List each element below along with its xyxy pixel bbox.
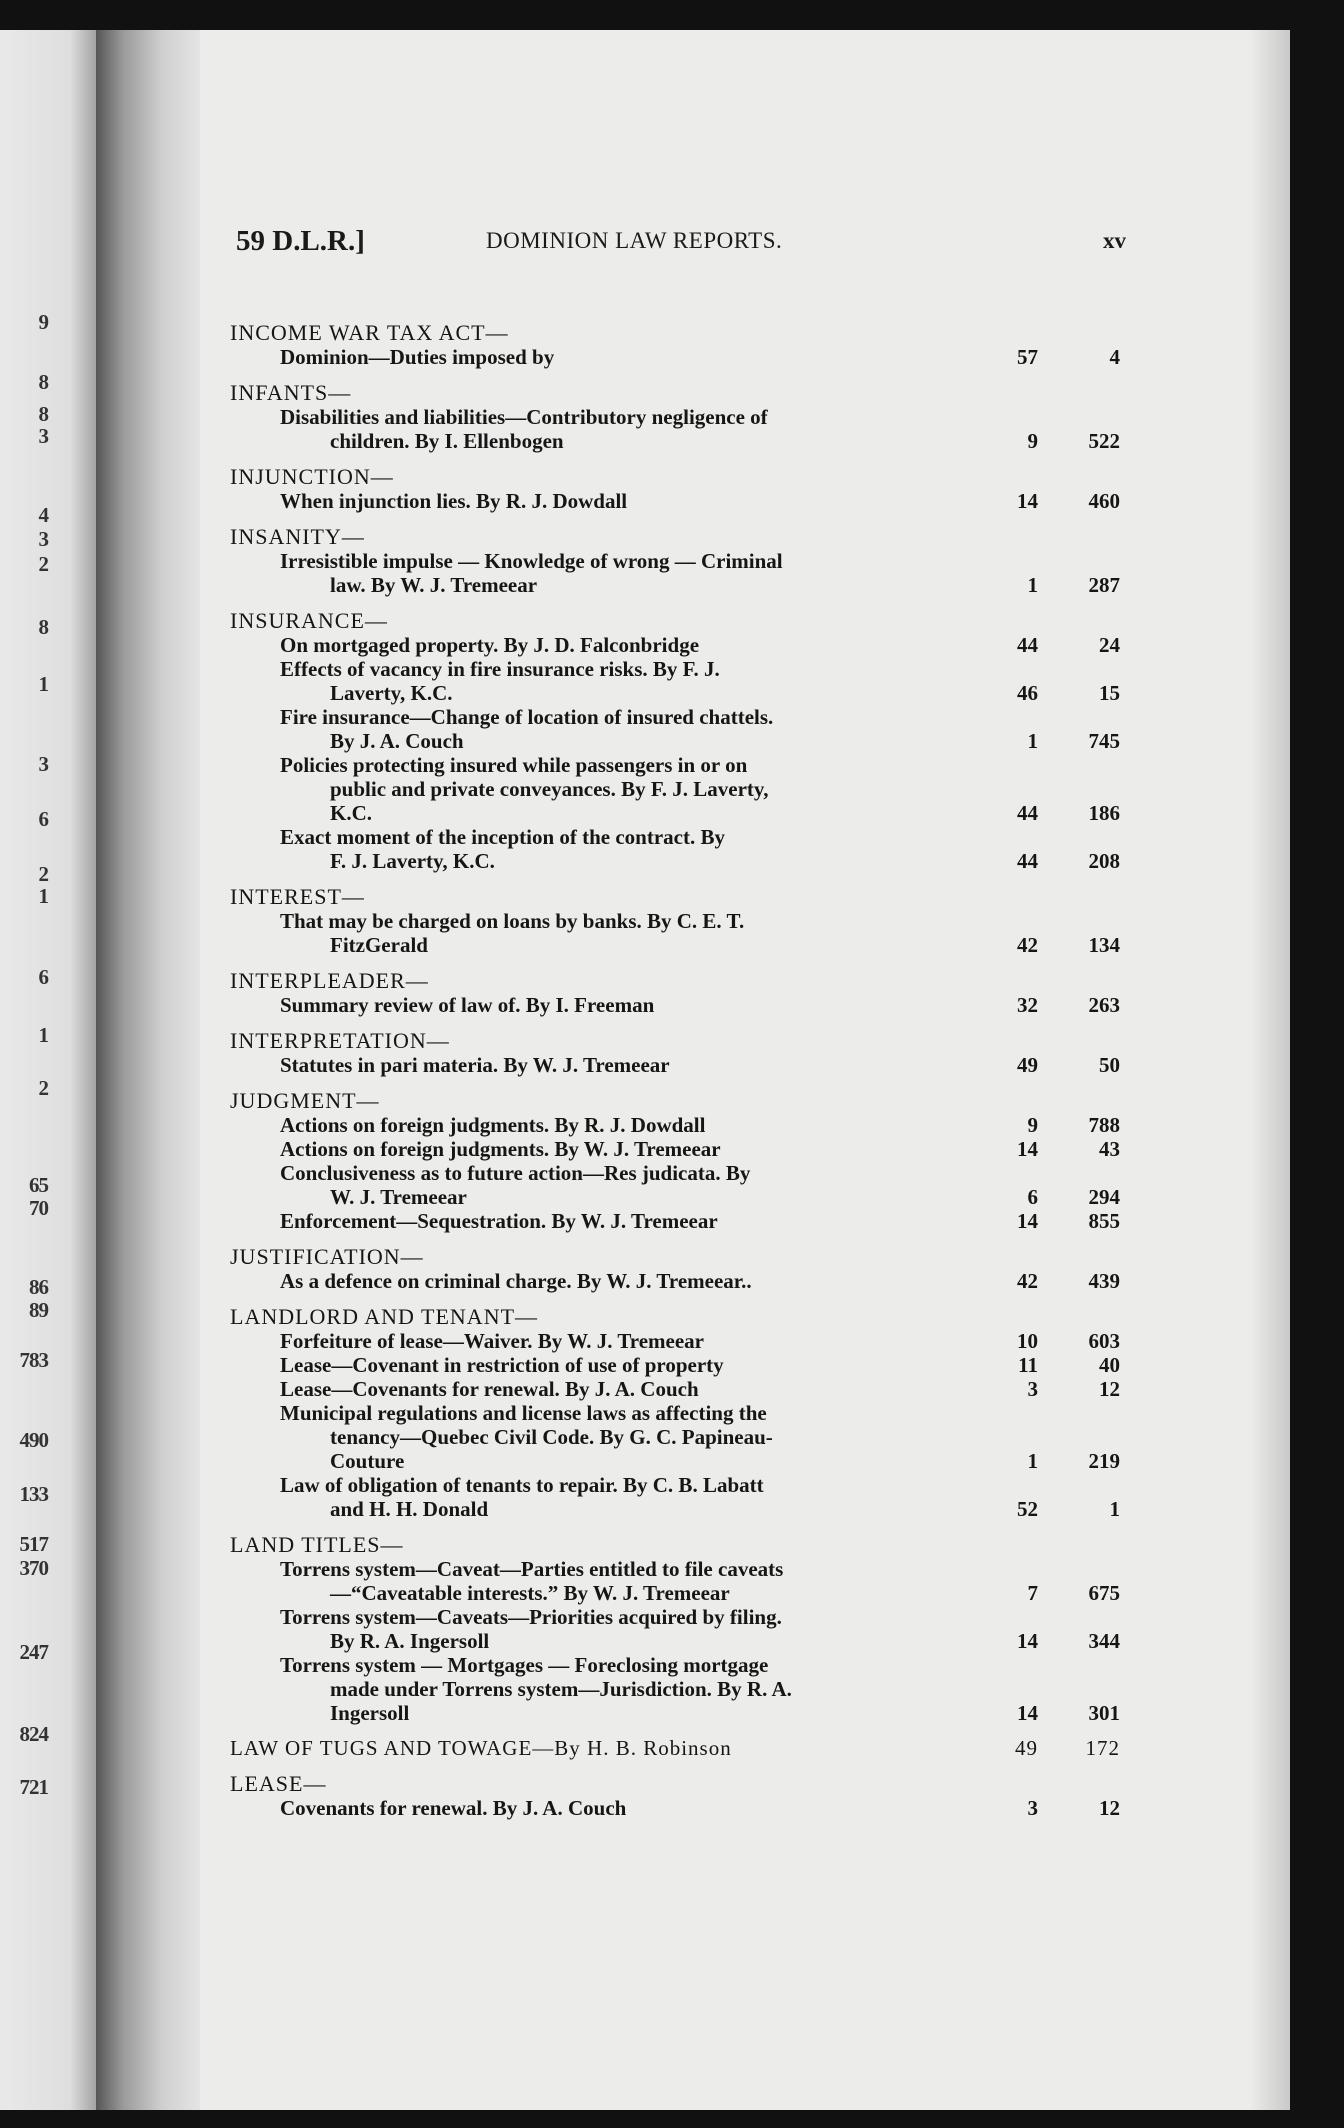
volume-number: 11 bbox=[1018, 1353, 1038, 1377]
page-reference: 219 bbox=[1088, 1449, 1120, 1473]
volume-number: 1 bbox=[1027, 729, 1038, 753]
index-heading: INTERPLEADER— bbox=[230, 968, 429, 993]
volume-reference: 59 D.L.R.] bbox=[236, 225, 365, 257]
entry-line: Conclusiveness as to future action—Res judicata. By bbox=[280, 1161, 751, 1185]
volume-number: 46 bbox=[1017, 681, 1038, 705]
facing-page-number: 517 bbox=[19, 1532, 48, 1556]
volume-number: 6 bbox=[1027, 1185, 1038, 1209]
facing-page-number: 1 bbox=[38, 1023, 48, 1047]
volume-number: 49 bbox=[1017, 1053, 1038, 1077]
entry-description bbox=[230, 549, 968, 597]
page-reference: 522 bbox=[1088, 429, 1120, 453]
page-reference: 4 bbox=[1109, 345, 1120, 369]
entry-line: Exact moment of the inception of the contract. By bbox=[280, 825, 725, 849]
facing-page-number: 4 bbox=[38, 503, 48, 527]
facing-page-number: 1 bbox=[38, 884, 48, 908]
index-entry bbox=[230, 1653, 1120, 1725]
entry-description bbox=[230, 1209, 968, 1233]
entry-line: —“Caveatable interests.” By W. J. Tremeear bbox=[330, 1581, 730, 1605]
entry-line: children. By I. Ellenbogen bbox=[330, 429, 564, 453]
facing-page-number: 370 bbox=[19, 1556, 48, 1580]
page-reference: 172 bbox=[1085, 1736, 1120, 1760]
facing-page-number: 3 bbox=[38, 752, 48, 776]
volume-number: 44 bbox=[1017, 801, 1038, 825]
facing-page-number: 721 bbox=[19, 1775, 48, 1799]
entry-description bbox=[230, 753, 968, 825]
facing-page-number: 86 bbox=[29, 1275, 48, 1299]
page-reference: 1 bbox=[1109, 1497, 1120, 1521]
entry-description bbox=[230, 1113, 968, 1137]
page-reference: 40 bbox=[1099, 1353, 1120, 1377]
index-entry bbox=[230, 1353, 1120, 1377]
facing-page-number: 783 bbox=[19, 1348, 48, 1372]
volume-number: 32 bbox=[1017, 993, 1038, 1017]
entry-description bbox=[230, 489, 968, 513]
facing-page-number: 2 bbox=[38, 862, 48, 886]
index-entry bbox=[230, 1209, 1120, 1233]
volume-number: 3 bbox=[1027, 1796, 1038, 1820]
page-reference: 50 bbox=[1099, 1053, 1120, 1077]
facing-page-number: 247 bbox=[19, 1640, 48, 1664]
index-heading: INFANTS— bbox=[230, 380, 352, 405]
page-number: xv bbox=[1103, 228, 1126, 253]
index-heading-text: LAW OF TUGS AND TOWAGE—By H. B. Robinson bbox=[230, 1736, 732, 1760]
facing-page-number: 9 bbox=[38, 310, 48, 334]
entry-line: Irresistible impulse — Knowledge of wrong — Criminal bbox=[280, 549, 783, 573]
index-entry bbox=[230, 1329, 1120, 1353]
page-reference: 675 bbox=[1088, 1581, 1120, 1605]
index-entry bbox=[230, 1377, 1120, 1401]
page-reference: 12 bbox=[1099, 1377, 1120, 1401]
page-reference: 186 bbox=[1088, 801, 1120, 825]
entry-description bbox=[230, 1401, 968, 1473]
volume-number: 52 bbox=[1017, 1497, 1038, 1521]
entry-line: When injunction lies. By R. J. Dowdall bbox=[280, 489, 628, 513]
entry-line: Lease—Covenant in restriction of use of property bbox=[280, 1353, 724, 1377]
index-heading: LAND TITLES— bbox=[230, 1532, 404, 1557]
facing-page-margin-numbers bbox=[0, 30, 60, 2110]
facing-page-number: 8 bbox=[38, 402, 48, 426]
index-entry bbox=[230, 1137, 1120, 1161]
index-entry bbox=[230, 753, 1120, 825]
subject-index bbox=[230, 320, 1120, 1820]
volume-number: 9 bbox=[1027, 429, 1038, 453]
page-reference: 134 bbox=[1088, 933, 1120, 957]
entry-description bbox=[230, 1377, 968, 1401]
volume-number: 57 bbox=[1017, 345, 1038, 369]
volume-number: 44 bbox=[1017, 849, 1038, 873]
facing-page-number: 8 bbox=[38, 370, 48, 394]
index-entry bbox=[230, 825, 1120, 873]
index-entry bbox=[230, 1796, 1120, 1820]
entry-description bbox=[230, 1557, 968, 1605]
entry-description bbox=[230, 909, 968, 957]
book-gutter bbox=[96, 30, 206, 2110]
entry-line: Effects of vacancy in fire insurance risks. By F. J. bbox=[280, 657, 720, 681]
page-reference: 15 bbox=[1099, 681, 1120, 705]
entry-description bbox=[230, 633, 968, 657]
entry-line: Disabilities and liabilities—Contributory negligence of bbox=[280, 405, 768, 429]
page-reference: 294 bbox=[1088, 1185, 1120, 1209]
page-reference: 460 bbox=[1088, 489, 1120, 513]
facing-page-number: 824 bbox=[19, 1722, 48, 1746]
facing-page-number: 65 bbox=[29, 1173, 48, 1197]
running-header bbox=[236, 225, 1126, 265]
page-reference: 287 bbox=[1088, 573, 1120, 597]
page-reference: 603 bbox=[1088, 1329, 1120, 1353]
page-reference: 43 bbox=[1099, 1137, 1120, 1161]
volume-number: 14 bbox=[1017, 489, 1038, 513]
entry-line: Covenants for renewal. By J. A. Couch bbox=[280, 1796, 627, 1820]
entry-description bbox=[230, 1269, 968, 1293]
volume-number: 9 bbox=[1027, 1113, 1038, 1137]
entry-line: F. J. Laverty, K.C. bbox=[330, 849, 495, 873]
entry-line: and H. H. Donald bbox=[330, 1497, 489, 1521]
entry-line: Municipal regulations and license laws as affecting the bbox=[280, 1401, 767, 1425]
index-entry bbox=[230, 993, 1120, 1017]
index-entry bbox=[230, 1053, 1120, 1077]
entry-line: Fire insurance—Change of location of insured chattels. bbox=[280, 705, 774, 729]
facing-page-number: 1 bbox=[38, 672, 48, 696]
entry-description bbox=[230, 993, 968, 1017]
facing-page-number: 8 bbox=[38, 615, 48, 639]
entry-line: FitzGerald bbox=[330, 933, 428, 957]
facing-page-number: 70 bbox=[29, 1196, 48, 1220]
page-reference: 208 bbox=[1088, 849, 1120, 873]
index-entry bbox=[230, 1161, 1120, 1209]
entry-line: Actions on foreign judgments. By R. J. Dowdall bbox=[280, 1113, 706, 1137]
page-reference: 24 bbox=[1099, 633, 1120, 657]
index-heading: INJUNCTION— bbox=[230, 464, 394, 489]
volume-number: 14 bbox=[1017, 1137, 1038, 1161]
index-heading: LEASE— bbox=[230, 1771, 327, 1796]
facing-page-number: 6 bbox=[38, 965, 48, 989]
entry-line: Enforcement—Sequestration. By W. J. Tremeear bbox=[280, 1209, 718, 1233]
entry-line: public and private conveyances. By F. J. Laverty, bbox=[330, 777, 769, 801]
entry-line: Ingersoll bbox=[330, 1701, 410, 1725]
index-entry bbox=[230, 657, 1120, 705]
facing-page-number: 2 bbox=[38, 552, 48, 576]
index-entry bbox=[230, 1605, 1120, 1653]
volume-number: 14 bbox=[1017, 1701, 1038, 1725]
index-heading: INSANITY— bbox=[230, 524, 365, 549]
volume-number: 7 bbox=[1027, 1581, 1038, 1605]
volume-number: 44 bbox=[1017, 633, 1038, 657]
entry-line: Policies protecting insured while passengers in or on bbox=[280, 753, 748, 777]
entry-description bbox=[230, 1053, 968, 1077]
facing-page-number: 3 bbox=[38, 424, 48, 448]
index-entry bbox=[230, 1401, 1120, 1473]
entry-description bbox=[230, 1605, 968, 1653]
entry-description bbox=[230, 705, 968, 753]
entry-line: By R. A. Ingersoll bbox=[330, 1629, 490, 1653]
page-reference: 855 bbox=[1088, 1209, 1120, 1233]
entry-description bbox=[230, 1161, 968, 1209]
entry-line: By J. A. Couch bbox=[330, 729, 464, 753]
entry-line: Torrens system — Mortgages — Foreclosing mortgage bbox=[280, 1653, 769, 1677]
entry-line: K.C. bbox=[330, 801, 372, 825]
entry-line: Summary review of law of. By I. Freeman bbox=[280, 993, 655, 1017]
entry-description bbox=[230, 1329, 968, 1353]
entry-description bbox=[230, 1353, 968, 1377]
entry-description bbox=[230, 825, 968, 873]
entry-line: Torrens system—Caveats—Priorities acquired by filing. bbox=[280, 1605, 782, 1629]
page-reference: 745 bbox=[1088, 729, 1120, 753]
volume-number: 49 bbox=[1015, 1736, 1038, 1760]
facing-page-edge bbox=[0, 30, 100, 2110]
page-reference: 439 bbox=[1088, 1269, 1120, 1293]
volume-number: 3 bbox=[1027, 1377, 1038, 1401]
entry-description bbox=[230, 1653, 968, 1725]
index-entry bbox=[230, 405, 1120, 453]
entry-line: W. J. Tremeear bbox=[330, 1185, 467, 1209]
page-reference: 301 bbox=[1088, 1701, 1120, 1725]
page-reference: 788 bbox=[1088, 1113, 1120, 1137]
volume-number: 1 bbox=[1027, 1449, 1038, 1473]
entry-line: Law of obligation of tenants to repair. By C. B. Labatt bbox=[280, 1473, 764, 1497]
index-heading: INTERPRETATION— bbox=[230, 1028, 450, 1053]
page-reference: 344 bbox=[1088, 1629, 1120, 1653]
facing-page-number: 133 bbox=[19, 1482, 48, 1506]
entry-line: Actions on foreign judgments. By W. J. Tremeear bbox=[280, 1137, 721, 1161]
entry-description bbox=[230, 657, 968, 705]
entry-line: Forfeiture of lease—Waiver. By W. J. Tremeear bbox=[280, 1329, 704, 1353]
page-reference: 263 bbox=[1088, 993, 1120, 1017]
index-entry bbox=[230, 1473, 1120, 1521]
index-heading: JUDGMENT— bbox=[230, 1088, 380, 1113]
entry-line: That may be charged on loans by banks. By C. E. T. bbox=[280, 909, 745, 933]
index-entry bbox=[230, 1557, 1120, 1605]
index-heading bbox=[230, 1736, 1120, 1760]
index-heading: INTEREST— bbox=[230, 884, 365, 909]
index-heading: INSURANCE— bbox=[230, 608, 388, 633]
entry-line: Couture bbox=[330, 1449, 405, 1473]
entry-description bbox=[230, 345, 968, 369]
index-heading: LANDLORD AND TENANT— bbox=[230, 1304, 539, 1329]
index-heading: JUSTIFICATION— bbox=[230, 1244, 424, 1269]
entry-line: law. By W. J. Tremeear bbox=[330, 573, 538, 597]
index-entry bbox=[230, 345, 1120, 369]
volume-number: 42 bbox=[1017, 1269, 1038, 1293]
page-reference: 12 bbox=[1099, 1796, 1120, 1820]
facing-page-number: 6 bbox=[38, 807, 48, 831]
entry-line: Torrens system—Caveat—Parties entitled to file caveats bbox=[280, 1557, 784, 1581]
facing-page-number: 2 bbox=[38, 1076, 48, 1100]
index-entry bbox=[230, 549, 1120, 597]
entry-description bbox=[230, 1137, 968, 1161]
volume-number: 42 bbox=[1017, 933, 1038, 957]
index-entry bbox=[230, 909, 1120, 957]
entry-line: Statutes in pari materia. By W. J. Tremeear bbox=[280, 1053, 670, 1077]
facing-page-number: 89 bbox=[29, 1298, 48, 1322]
volume-number: 1 bbox=[1027, 573, 1038, 597]
entry-line: Lease—Covenants for renewal. By J. A. Couch bbox=[280, 1377, 699, 1401]
entry-line: Laverty, K.C. bbox=[330, 681, 453, 705]
facing-page-number: 490 bbox=[19, 1428, 48, 1452]
index-page bbox=[200, 30, 1290, 2110]
entry-description bbox=[230, 405, 968, 453]
index-entry bbox=[230, 705, 1120, 753]
index-entry bbox=[230, 1113, 1120, 1137]
publication-title: DOMINION LAW REPORTS. bbox=[486, 228, 783, 253]
volume-number: 14 bbox=[1017, 1629, 1038, 1653]
index-entry bbox=[230, 1269, 1120, 1293]
entry-line: tenancy—Quebec Civil Code. By G. C. Papineau- bbox=[330, 1425, 773, 1449]
entry-line: Dominion—Duties imposed by bbox=[280, 345, 555, 369]
volume-number: 10 bbox=[1017, 1329, 1038, 1353]
facing-page-number: 3 bbox=[38, 527, 48, 551]
volume-number: 14 bbox=[1017, 1209, 1038, 1233]
entry-line: As a defence on criminal charge. By W. J. Tremeear.. bbox=[280, 1269, 752, 1293]
entry-description bbox=[230, 1473, 968, 1521]
index-entry bbox=[230, 489, 1120, 513]
entry-line: made under Torrens system—Jurisdiction. By R. A. bbox=[330, 1677, 792, 1701]
index-heading: INCOME WAR TAX ACT— bbox=[230, 320, 509, 345]
page-edge-shadow bbox=[1250, 30, 1290, 2110]
index-entry bbox=[230, 633, 1120, 657]
entry-line: On mortgaged property. By J. D. Falconbridge bbox=[280, 633, 700, 657]
entry-description bbox=[230, 1796, 968, 1820]
